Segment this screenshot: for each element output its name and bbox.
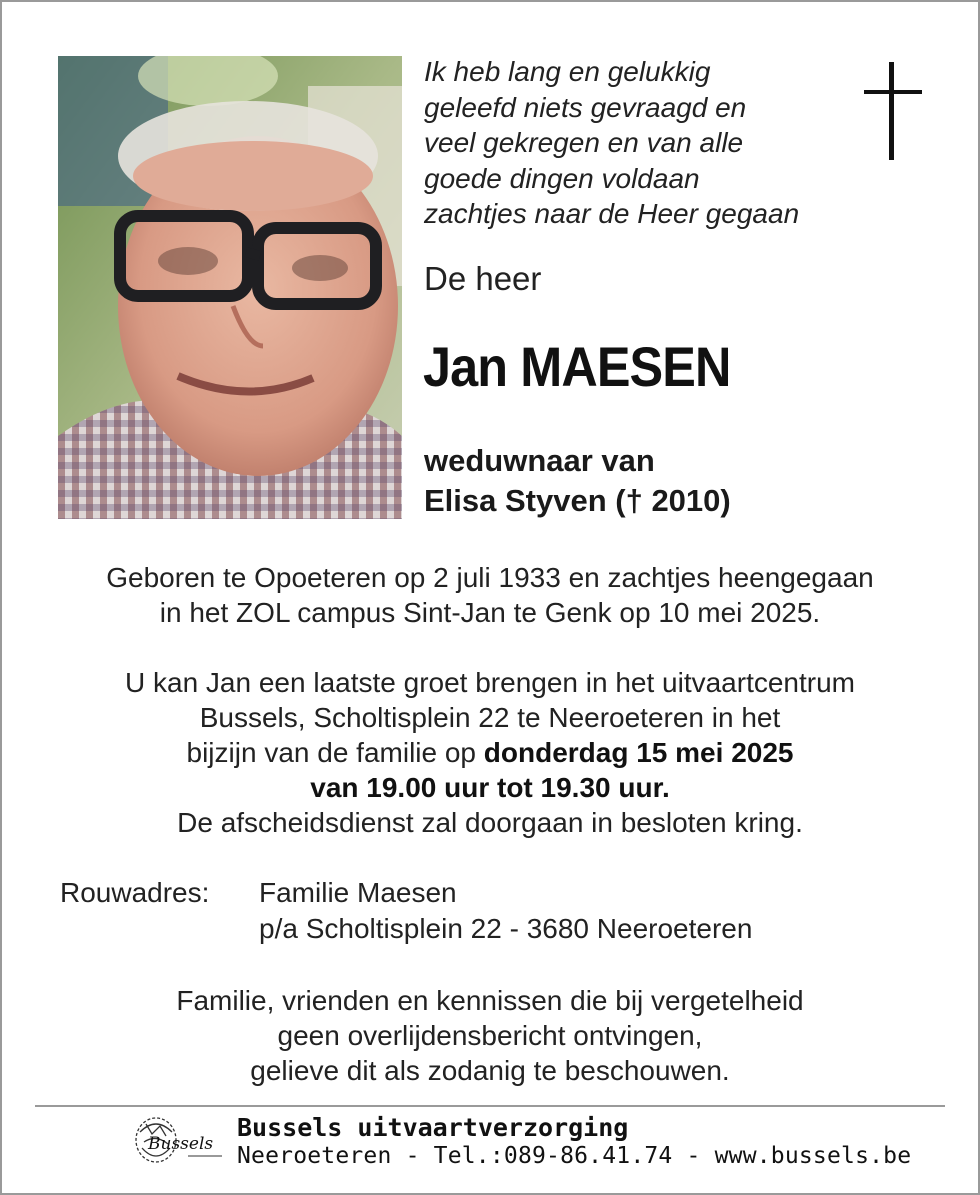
company-name: Bussels uitvaartverzorging bbox=[237, 1113, 629, 1142]
poem-line: zachtjes naar de Heer gegaan bbox=[424, 198, 800, 229]
logo-text: Bussels bbox=[148, 1134, 214, 1154]
widower-line: weduwnaar van bbox=[424, 443, 655, 478]
visitation-line bbox=[0, 735, 980, 770]
portrait-photo bbox=[58, 56, 402, 519]
poem-line: goede dingen voldaan bbox=[424, 162, 700, 194]
bussels-logo bbox=[132, 1112, 224, 1172]
visitation-line: U kan Jan een laatste groet brengen in het uitvaartcentrum bbox=[125, 667, 855, 698]
address-line: p/a Scholtisplein 22 - 3680 Neeroeteren bbox=[259, 913, 753, 944]
company-contact: Neeroeteren - Tel.:089-86.41.74 - www.bussels.be bbox=[237, 1143, 912, 1169]
poem-line: Ik heb lang en gelukkig bbox=[424, 56, 711, 87]
birth-line: Geboren te Opoeteren op 2 juli 1933 en zachtjes heengegaan bbox=[106, 562, 874, 593]
cross-icon bbox=[864, 62, 922, 160]
visitation-line: Bussels, Scholtisplein 22 te Neeroeteren in het bbox=[199, 702, 781, 733]
visitation-date: donderdag 15 mei 2025 bbox=[483, 737, 794, 768]
closing-line: geen overlijdensbericht ontvingen, bbox=[277, 1020, 703, 1051]
widower-info bbox=[424, 441, 731, 521]
closing-line: Familie, vrienden en kennissen die bij vergetelheid bbox=[176, 985, 804, 1016]
salutation: De heer bbox=[424, 260, 542, 297]
footer-divider bbox=[35, 1105, 945, 1107]
memorial-poem bbox=[424, 54, 844, 232]
death-line: in het ZOL campus Sint-Jan te Genk op 10 mei 2025. bbox=[159, 597, 821, 628]
closing-note bbox=[0, 983, 980, 1088]
visitation-time: van 19.00 uur tot 19.30 uur. bbox=[310, 772, 670, 803]
address-line: Familie Maesen bbox=[259, 877, 457, 908]
address-label: Rouwadres: bbox=[60, 877, 210, 908]
visitation-line bbox=[0, 770, 980, 805]
service-note: De afscheidsdienst zal doorgaan in besloten kring. bbox=[177, 807, 803, 838]
visitation-text: bijzijn van de familie op bbox=[186, 737, 484, 768]
closing-line: gelieve dit als zodanig te beschouwen. bbox=[250, 1055, 730, 1086]
visitation-info bbox=[0, 665, 980, 840]
poem-line: veel gekregen en van alle bbox=[424, 127, 744, 158]
address-value bbox=[259, 875, 752, 947]
birth-death-info bbox=[0, 560, 980, 630]
poem-line: geleefd niets gevraagd en bbox=[424, 91, 747, 123]
deceased-name: Jan MAESEN bbox=[423, 335, 731, 398]
spouse-line: Elisa Styven († 2010) bbox=[424, 483, 731, 518]
